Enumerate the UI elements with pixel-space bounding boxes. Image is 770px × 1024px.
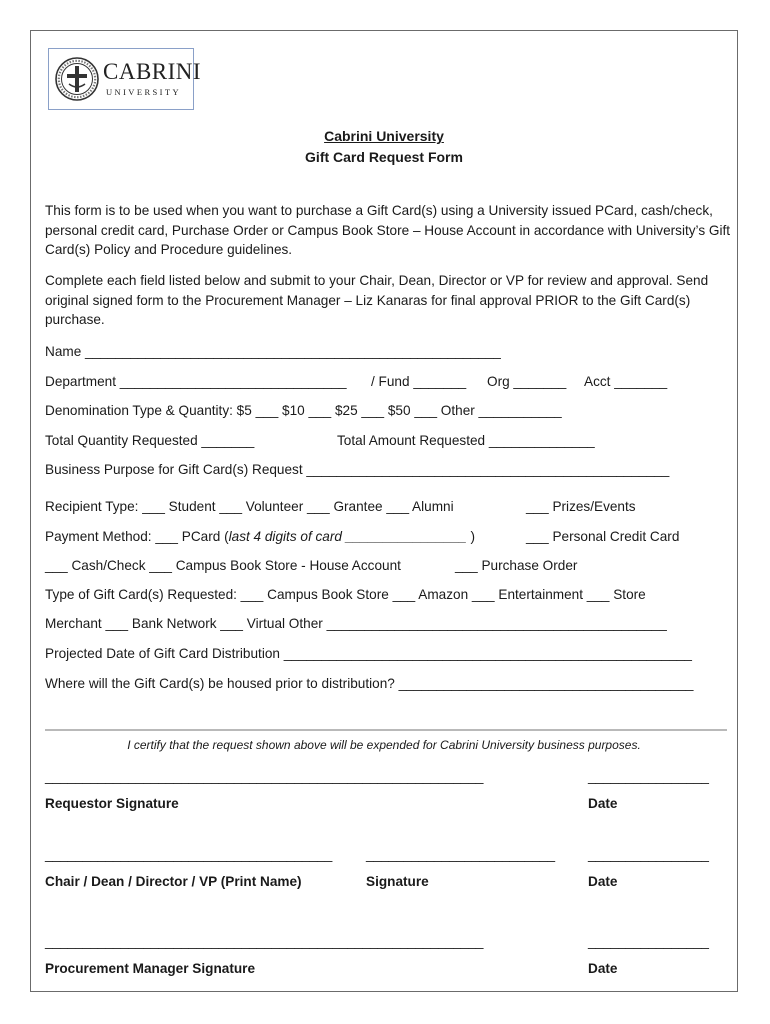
intro-paragraph-1: This form is to be used when you want to purchase a Gift Card(s) using a University issued PCard, cash/check, personal credit card, Purchase Order or Campus Book Store – House Account in accordance with University’s Gift Card(s) Policy and Procedure guidelines.	[45, 203, 731, 257]
university-seal-icon	[54, 56, 100, 102]
chair-print-name-label: Chair / Dean / Director / VP (Print Name)	[45, 874, 302, 889]
chair-date-label: Date	[588, 874, 618, 889]
fund-field[interactable]: / Fund _______	[371, 374, 467, 389]
payment-method-close: )	[466, 529, 475, 544]
payment-cash-check-bookstore[interactable]: ___ Cash/Check ___ Campus Book Store - House Account	[45, 558, 401, 573]
recipient-prizes-events[interactable]: ___ Prizes/Events	[526, 499, 636, 514]
chair-date-line[interactable]: ________________	[588, 847, 709, 862]
housed-location-field[interactable]: Where will the Gift Card(s) be housed prior to distribution? _______________________________________	[45, 676, 694, 691]
payment-method-field[interactable]	[45, 529, 475, 544]
projected-date-field[interactable]: Projected Date of Gift Card Distribution ______________________________________________________	[45, 646, 692, 661]
procurement-date-label: Date	[588, 961, 618, 976]
intro-paragraph-2: Complete each field listed below and submit to your Chair, Dean, Director or VP for review and approval. Send original signed form to the Procurement Manager – Liz Kanaras for final approval PRIOR to the Gift Card(s) purchase.	[45, 273, 709, 327]
form-title-university: Cabrini University	[324, 128, 444, 144]
procurement-date-line[interactable]: ________________	[588, 934, 709, 949]
logo-subtitle: UNIVERSITY	[106, 87, 181, 97]
procurement-signature-label: Procurement Manager Signature	[45, 961, 255, 976]
name-field[interactable]: Name _______________________________________________________	[45, 344, 501, 359]
total-amount-field[interactable]: Total Amount Requested ______________	[337, 433, 595, 448]
certification-statement: I certify that the request shown above will be expended for Cabrini University business purposes.	[127, 738, 641, 752]
total-quantity-field[interactable]: Total Quantity Requested _______	[45, 433, 255, 448]
payment-method-pcard: Payment Method: ___ PCard (	[45, 529, 229, 544]
cabrini-logo	[48, 48, 202, 110]
chair-signature-label: Signature	[366, 874, 429, 889]
chair-signature-line[interactable]: _________________________	[366, 847, 556, 862]
acct-field[interactable]: Acct _______	[584, 374, 668, 389]
chair-print-name-line[interactable]: ______________________________________	[45, 847, 333, 862]
form-page	[30, 30, 738, 992]
section-divider	[45, 729, 727, 731]
payment-card-digits: last 4 digits of card ________________	[228, 529, 467, 544]
procurement-signature-line[interactable]: __________________________________________________________	[45, 934, 484, 949]
recipient-type-field[interactable]: Recipient Type: ___ Student ___ Volunteer ___ Grantee ___ Alumni	[45, 499, 454, 514]
gift-card-type-field[interactable]: Type of Gift Card(s) Requested: ___ Campus Book Store ___ Amazon ___ Entertainment ___ Store	[45, 587, 646, 602]
requestor-date-label: Date	[588, 796, 618, 811]
business-purpose-field[interactable]: Business Purpose for Gift Card(s) Request ________________________________________________	[45, 462, 670, 477]
denomination-field[interactable]: Denomination Type & Quantity: $5 ___ $10 ___ $25 ___ $50 ___ Other ___________	[45, 403, 562, 418]
requestor-signature-line[interactable]: __________________________________________________________	[45, 769, 484, 784]
payment-purchase-order[interactable]: ___ Purchase Order	[455, 558, 578, 573]
org-field[interactable]: Org _______	[487, 374, 567, 389]
merchant-field[interactable]: Merchant ___ Bank Network ___ Virtual Other _____________________________________________	[45, 616, 667, 631]
department-field[interactable]: Department ______________________________	[45, 374, 347, 389]
form-title: Gift Card Request Form	[305, 149, 463, 165]
requestor-signature-label: Requestor Signature	[45, 796, 179, 811]
payment-personal-credit[interactable]: ___ Personal Credit Card	[526, 529, 680, 544]
requestor-date-line[interactable]: ________________	[588, 769, 709, 784]
logo-name: CABRINI	[103, 59, 202, 84]
